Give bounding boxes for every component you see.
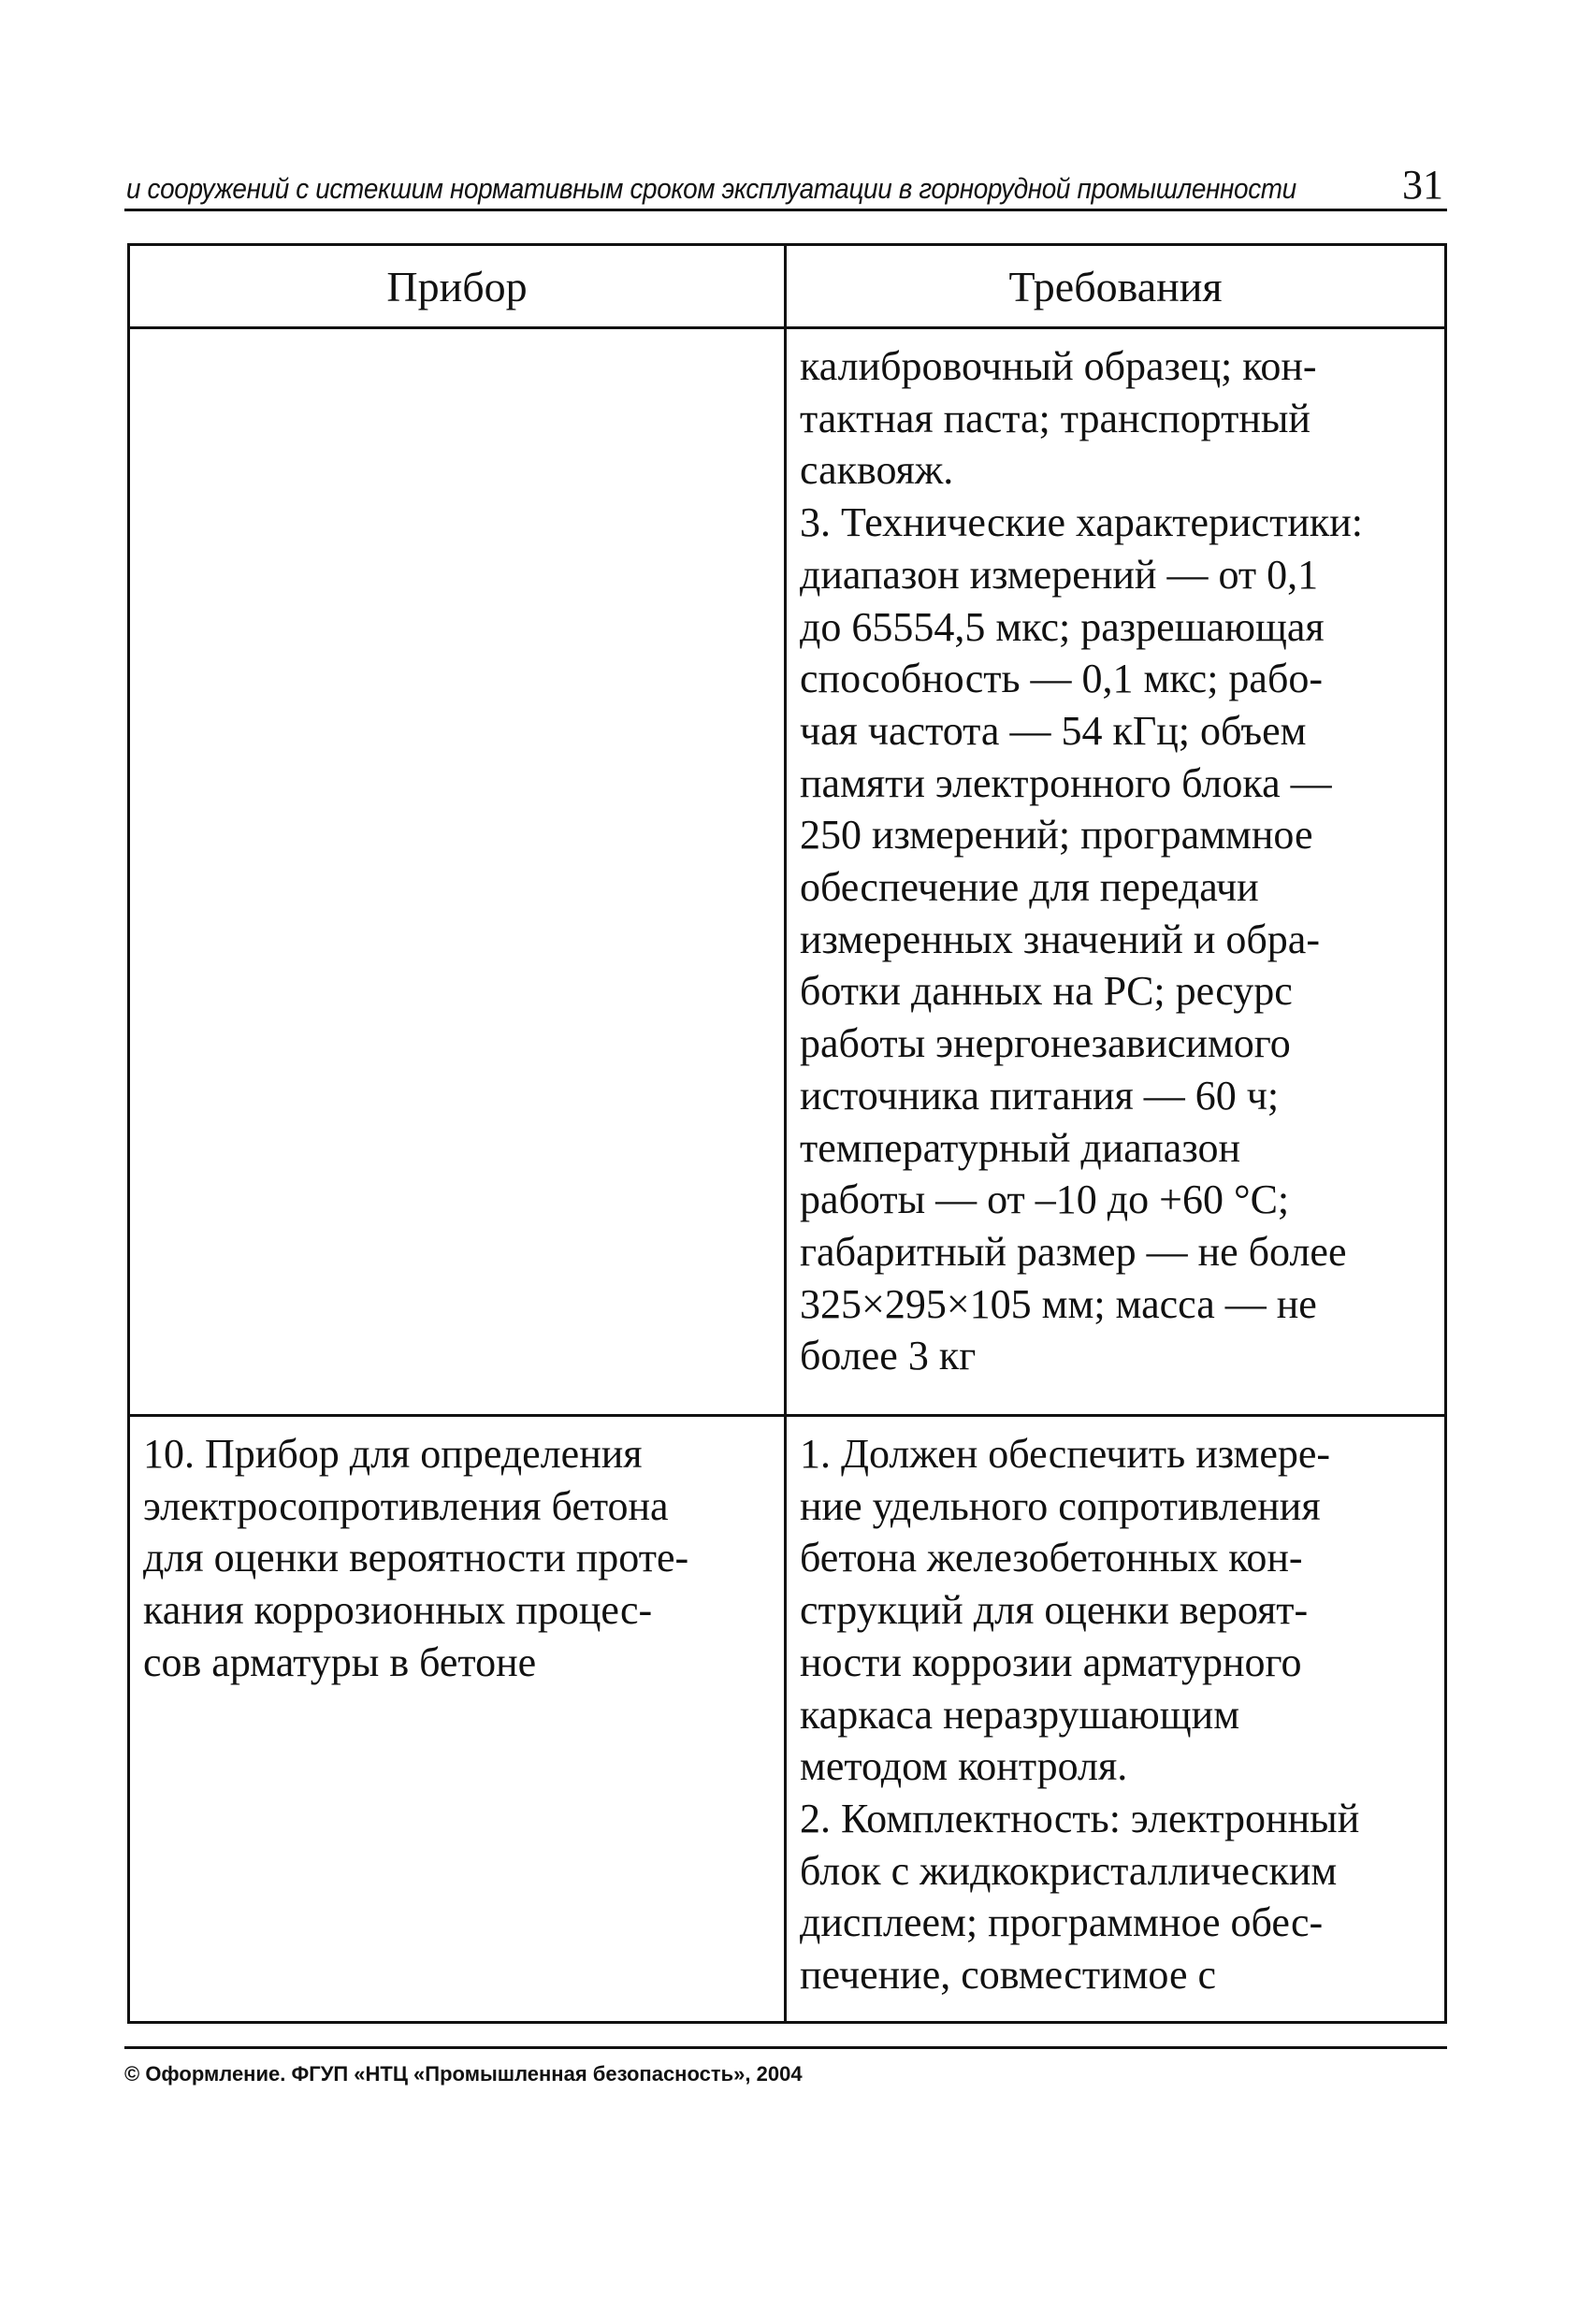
running-header [124, 162, 1447, 211]
requirements-cell [786, 328, 1446, 1416]
requirements-table [127, 243, 1447, 2024]
device-text [130, 329, 784, 350]
column-header-device: Прибор [129, 245, 786, 328]
running-title: и сооружений с истекшим нормативным сроком эксплуатации в горнорудной промышленности [126, 172, 1296, 205]
table-row [129, 1416, 1446, 2023]
device-text: 10. Прибор для определения электросопротивления бетона для оценки вероятности проте- кания коррозионных процес- сов арматуры в бетоне [143, 1431, 689, 1685]
device-cell [129, 1416, 786, 2023]
requirements-cell [786, 1416, 1446, 2023]
page-number: 31 [1402, 162, 1443, 208]
page-footer [124, 2046, 1447, 2086]
requirements-text: калибровочный образец; кон- тактная паста; транспортный саквояж. 3. Технические характеристики: диапазон измерений — от 0,1 до 65554,5 мкс; разрешающая способность — 0,1 мкс; рабо- чая частота — 54 кГц; объем памяти электронного блока — 250 измерений; программное обеспечение для передачи измеренных значений и обра- ботки данных на PC; ресурс работы энергонезависимого источника питания — 60 ч; температурный диапазон работы — от –10 до +60 °С; габаритный размер — не более 325×295×105 мм; масса — не более 3 кг [800, 343, 1364, 1379]
column-header-requirements: Требования [786, 245, 1446, 328]
copyright-credit: © Оформление. ФГУП «НТЦ «Промышленная безопасность», 2004 [124, 2062, 803, 2086]
table-header-row [129, 245, 1446, 328]
device-cell [129, 328, 786, 1416]
requirements-text: 1. Должен обеспечить измере- ние удельного сопротивления бетона железобетонных кон- струкций для оценки вероят- ности коррозии арматурного каркаса неразрушающим методом контроля. 2. Комплектность: электронный блок с жидкокристаллическим дисплеем; программное обес- печение, совместимое с [800, 1431, 1360, 1999]
table-row [129, 328, 1446, 1416]
